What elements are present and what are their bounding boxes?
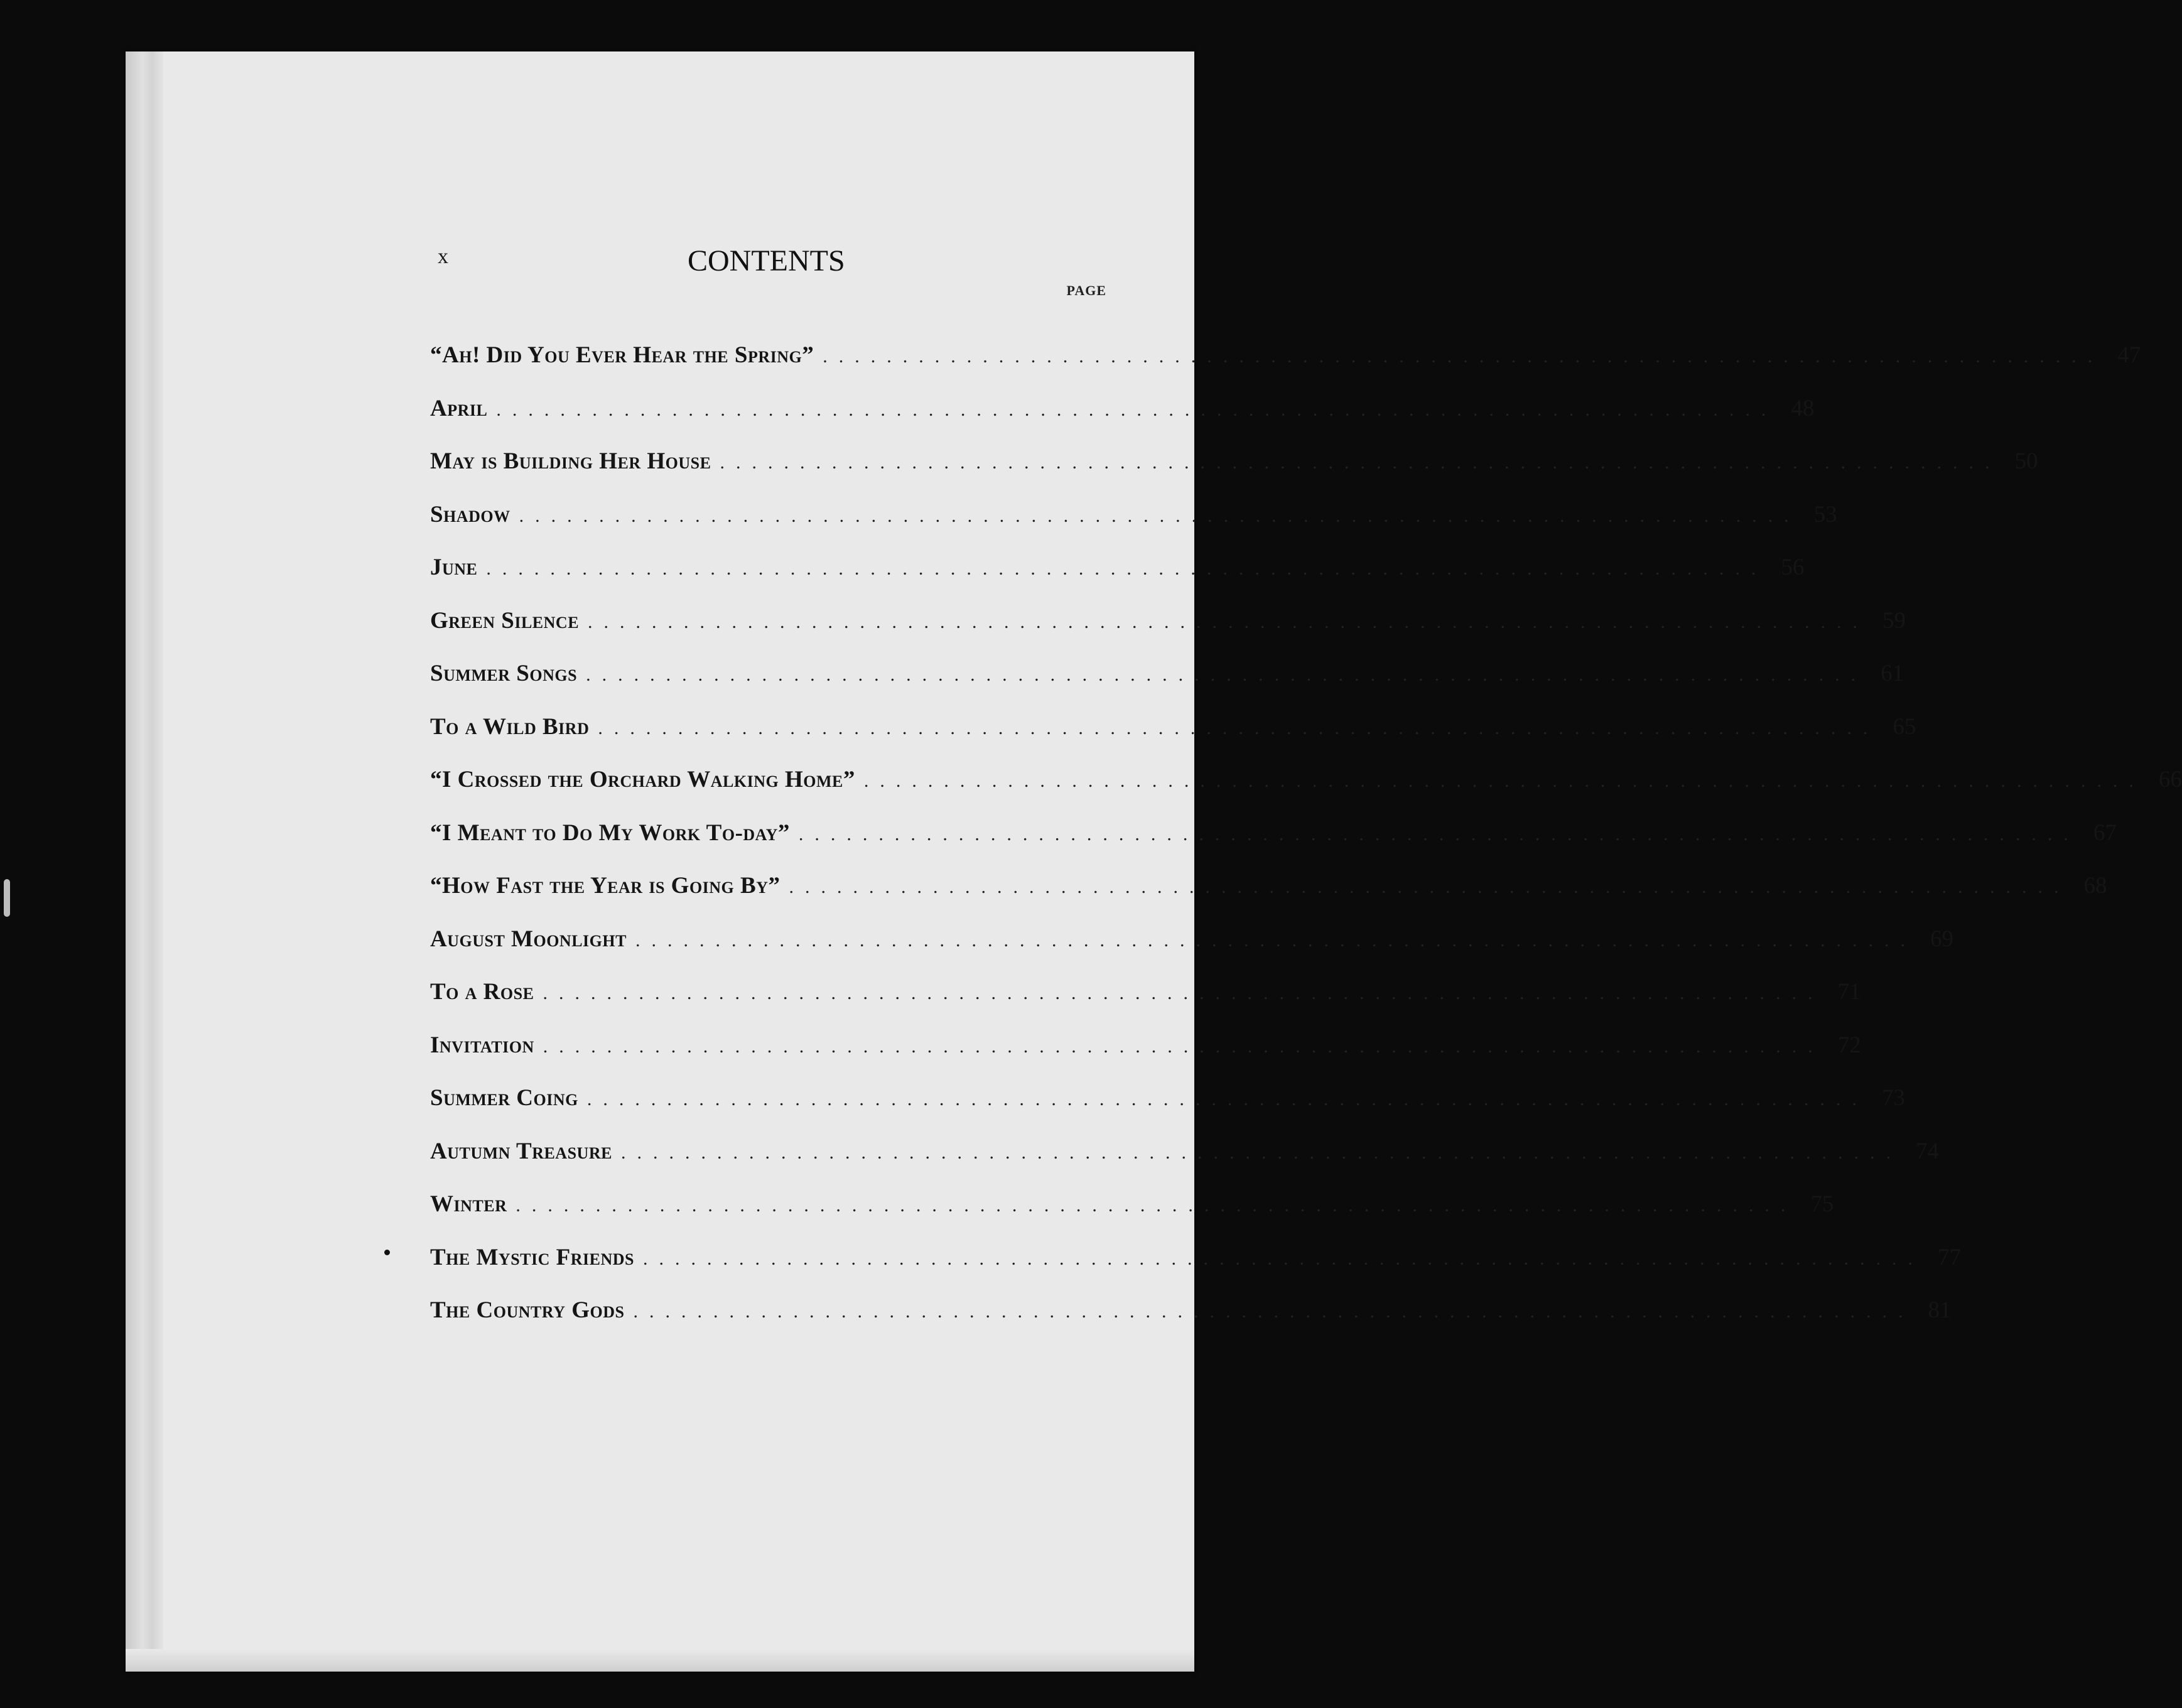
toc-entry-title: The Country Gods [430, 1297, 625, 1323]
toc-entry [430, 395, 1815, 448]
toc-entry-page: 61 [1881, 661, 1904, 686]
toc-entry-title: April [430, 395, 488, 421]
toc-entry [430, 713, 1916, 767]
toc-entry-title: Invitation [430, 1032, 534, 1058]
page-gutter [126, 51, 163, 1672]
toc-entry-page: 47 [2117, 342, 2141, 368]
page-number: x [438, 245, 448, 268]
dot-leader: ................................................................................ [486, 558, 1768, 579]
dot-leader: ................................................................................ [588, 611, 1869, 632]
toc-entry-page: 74 [1915, 1138, 1939, 1164]
toc-entry-page: 65 [1893, 713, 1916, 740]
toc-entry-page: 68 [2083, 873, 2107, 899]
toc-entry-page: 69 [1930, 926, 1953, 952]
toc-entry-title: The Mystic Friends [430, 1244, 634, 1270]
toc-entry-page: 71 [1837, 979, 1861, 1005]
toc-entry [430, 1138, 1939, 1191]
toc-entry [430, 1084, 1905, 1138]
dot-leader: ................................................................................ [633, 1301, 1915, 1322]
toc-entry-page: 53 [1813, 501, 1837, 527]
toc-entry-page: 56 [1781, 554, 1805, 580]
dot-leader: ................................................................................ [586, 1089, 1868, 1110]
toc-entry [430, 1297, 1952, 1350]
toc-entry-page: 66 [2158, 767, 2182, 792]
toc-entry-title: May is Building Her House [430, 448, 711, 474]
dot-leader: ................................................................................ [519, 505, 1800, 526]
book-page [126, 51, 2182, 1672]
toc-entry-page: 81 [1928, 1297, 1952, 1323]
dot-leader: ................................................................................ [543, 983, 1824, 1003]
toc-entry-page: 59 [1882, 607, 1906, 634]
toc-entry [430, 978, 1861, 1032]
dot-leader: ................................................................................ [789, 877, 2070, 897]
toc-entry-title: To a Wild Bird [430, 713, 590, 740]
scan-speck [4, 879, 10, 917]
toc-entry-title: Green Silence [430, 607, 580, 634]
toc-entry-page: 67 [2093, 819, 2117, 846]
dot-leader: ................................................................................ [516, 1195, 1797, 1216]
dot-leader: ................................................................................ [586, 664, 1867, 685]
dot-leader: ................................................................................ [823, 346, 2104, 367]
toc-entry [430, 1032, 1861, 1085]
dot-leader: ................................................................................ [543, 1035, 1824, 1057]
toc-entry [430, 342, 2141, 395]
toc-entry [430, 554, 1805, 607]
toc-entry-title: Shadow [430, 501, 510, 527]
toc-entry-title: To a Rose [430, 979, 534, 1005]
dot-leader: ................................................................................ [798, 823, 2080, 845]
toc-entry-title: June [430, 554, 478, 580]
toc-entry [430, 607, 1906, 661]
toc-entry-title: “I Meant to Do My Work To-day” [430, 819, 790, 846]
toc-entry [430, 872, 2107, 926]
toc-entry [430, 1244, 1961, 1297]
toc-entry-title: Summer Songs [430, 661, 578, 686]
dot-leader: ................................................................................ [620, 1142, 1902, 1163]
toc-entry-title: “How Fast the Year is Going By” [430, 873, 780, 899]
toc-entry [430, 1191, 1834, 1244]
toc-entry-page: 77 [1938, 1244, 1961, 1270]
toc-entry [430, 448, 2038, 501]
table-of-contents [430, 342, 2182, 1350]
page-column-label: PAGE [1066, 283, 1106, 298]
scan-speck [384, 1250, 390, 1255]
page-bottom-edge [126, 1649, 1194, 1672]
toc-entry [430, 819, 2117, 873]
toc-entry-page: 73 [1881, 1085, 1905, 1111]
toc-entry-title: Autumn Treasure [430, 1138, 612, 1164]
toc-entry [430, 926, 1953, 979]
dot-leader: ................................................................................ [643, 1248, 1924, 1269]
dot-leader: ................................................................................ [496, 399, 1778, 420]
toc-entry-title: Winter [430, 1191, 507, 1217]
toc-entry-title: August Moonlight [430, 926, 627, 952]
toc-entry-page: 50 [2014, 448, 2038, 474]
toc-entry-title: Summer Coing [430, 1085, 578, 1111]
page-title: CONTENTS [688, 244, 845, 278]
toc-entry [430, 501, 1837, 554]
toc-entry [430, 766, 2182, 819]
dot-leader: ................................................................................ [720, 452, 2001, 473]
toc-entry-page: 72 [1837, 1032, 1861, 1058]
dot-leader: ................................................................................ [863, 770, 2145, 791]
toc-entry-title: “Ah! Did You Ever Hear the Spring” [430, 342, 814, 368]
toc-entry-title: “I Crossed the Orchard Walking Home” [430, 767, 855, 792]
dot-leader: ................................................................................ [598, 717, 1879, 738]
toc-entry [430, 660, 1904, 713]
toc-entry-page: 48 [1791, 395, 1815, 421]
toc-entry-page: 75 [1810, 1191, 1834, 1217]
dot-leader: ................................................................................ [635, 929, 1916, 951]
